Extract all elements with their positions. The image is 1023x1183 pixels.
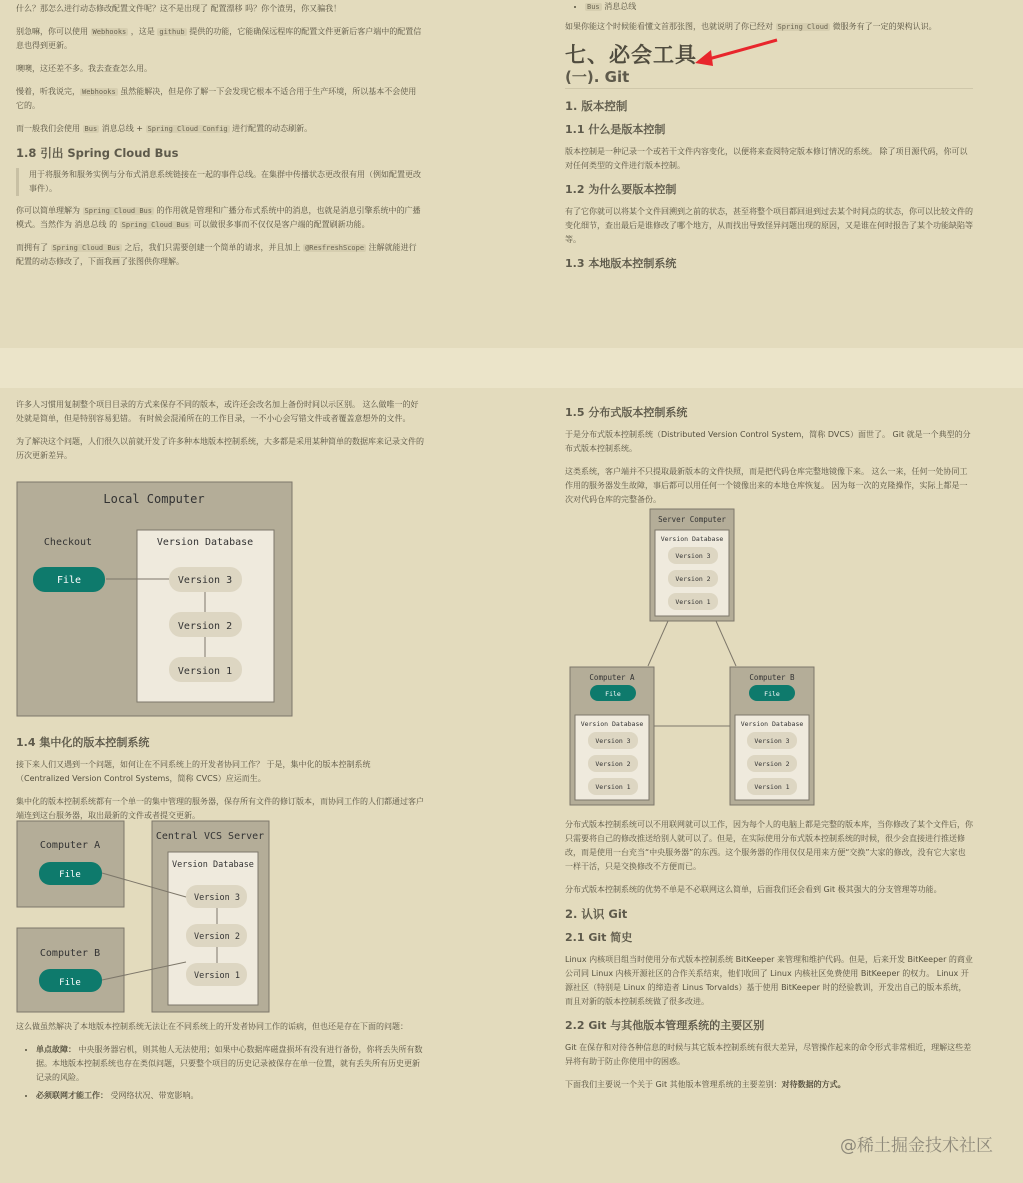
heading-1: 1. 版本控制 <box>565 99 628 113</box>
heading-1-2: 1.2 为什么要版本控制 <box>565 183 677 196</box>
heading-2-1: 2.1 Git 简史 <box>565 931 633 944</box>
paragraph: 下面我们主要说一个关于 Git 其他版本管理系统的主要差别：对待数据的方式。 <box>565 1080 846 1089</box>
paragraph: 分布式版本控制系统的优势不单是不必联网这么简单，后面我们还会看到 Git 极其强大的分支管理等功能。 <box>565 885 942 894</box>
heading-1-1: 1.1 什么是版本控制 <box>565 123 666 136</box>
db-label: Version Database <box>156 537 254 548</box>
watermark: @稀土掘金技术社区 <box>840 1136 993 1156</box>
list-item: • Bus 消息总线 <box>585 0 973 14</box>
paragraph: 别急嘛，你可以使用 Webhooks ，这是 github 提供的功能，它能确保远程库的配置文件更新后客户端中的配置信息也得到更新。 <box>16 27 422 50</box>
version-2: Version 2 <box>177 621 233 632</box>
db-label: Version Database <box>172 860 254 870</box>
section-title: 七、必会工具 <box>565 43 697 67</box>
central-vcs-diagram <box>16 820 272 1014</box>
version-2: Version 2 <box>595 760 631 768</box>
bottom-left-column-2 <box>16 726 424 832</box>
server-label: Central VCS Server <box>155 831 265 842</box>
computer-a-label: Computer A <box>39 840 101 851</box>
paragraph: 集中化的版本控制系统都有一个单一的集中管理的服务器，保存所有文件的修订版本，而协同工作的人们都通过客户端连到这台服务器，取出最新的文件或者提交更新。 <box>16 797 424 820</box>
git-heading: (一). Git <box>565 70 973 89</box>
file-label: File <box>605 690 621 698</box>
version-3: Version 3 <box>177 575 233 586</box>
list-item: • 必须联网才能工作： 受网络状况、带宽影响。 <box>36 1089 424 1103</box>
server-label: Server Computer <box>658 515 726 524</box>
paragraph: 如果你能这个时候能看懂文首那张图，也就说明了你已经对 Spring Cloud 微服务有了一定的架构认识。 <box>565 22 937 31</box>
paragraph: 版本控制是一种记录一个或若干文件内容变化，以便将来查阅特定版本修订情况的系统。 除了项目源代码，你可以对任何类型的文件进行版本控制。 <box>565 147 968 170</box>
bottom-left-column-3 <box>16 1020 424 1107</box>
db-label: Version Database <box>580 720 644 728</box>
bottom-right-column <box>565 396 973 516</box>
db-label: Version Database <box>740 720 804 728</box>
version-1: Version 1 <box>193 971 241 981</box>
version-2: Version 2 <box>754 760 790 768</box>
checkout-label: Checkout <box>43 537 93 548</box>
local-vcs-diagram <box>16 481 294 719</box>
computer-a-label: Computer A <box>589 673 635 682</box>
paragraph: Linux 内核项目组当时使用分布式版本控制系统 BitKeeper 来管理和维护代码。但是，后来开发 BitKeeper 的商业公司同 Linux 内核开源社区的合作关系结束，他们收回了 Linux 内核社区免费使用 BitKeeper 的权力。 Linux 开源社区（特别是 Linux 的缔造者 Linus Torvalds）基于使用 BitKeeper 时的经验教训，开发出自己的版本系统，而且对新的版本控制系统做了很多改进。 <box>565 955 973 1006</box>
arrow-icon <box>693 36 783 70</box>
diagram-title: Local Computer <box>103 492 205 506</box>
paragraph: 而拥有了 Spring Cloud Bus 之后，我们只需要创建一个简单的请求，并且加上 @ResfreshScope 注解就能进行配置的动态修改了，下面我画了张图供你理解。 <box>16 243 417 266</box>
heading-2-2: 2.2 Git 与其他版本管理系统的主要区别 <box>565 1019 765 1032</box>
heading-1-8: 1.8 引出 Spring Cloud Bus <box>16 146 179 160</box>
version-3: Version 3 <box>754 737 790 745</box>
db-label: Version Database <box>660 535 724 543</box>
heading-1-4: 1.4 集中化的版本控制系统 <box>16 736 150 749</box>
paragraph: 分布式版本控制系统可以不用联网就可以工作，因为每个人的电脑上都是完整的版本库，当你修改了某个文件后，你只需要将自己的修改推送给别人就可以了。但是，在实际使用分布式版本控制系统的时候，很少会直接进行推送修改，而是使用一台充当“中央服务器”的东西。这个服务器的作用仅仅是用来方便“交换”大家的修改，没有它大家也一样干活，只是交换修改不方便而已。 <box>565 820 973 871</box>
distributed-vcs-diagram <box>568 508 816 808</box>
bottom-right-column-2 <box>565 818 973 1101</box>
version-3: Version 3 <box>675 552 711 560</box>
file-label: File <box>59 978 81 988</box>
version-1: Version 1 <box>754 783 790 791</box>
blockquote: 用于将服务和服务实例与分布式消息系统链接在一起的事件总线。在集群中传播状态更改很有用（例如配置更改事件）。 <box>16 168 424 196</box>
heading-1-3: 1.3 本地版本控制系统 <box>565 257 677 270</box>
computer-b-label: Computer B <box>749 673 795 682</box>
computer-b-label: Computer B <box>39 948 101 959</box>
version-3: Version 3 <box>193 893 241 903</box>
paragraph: 许多人习惯用复制整个项目目录的方式来保存不同的版本，或许还会改名加上备份时间以示区别。 这么做唯一的好处就是简单，但是特别容易犯错。 有时候会混淆所在的工作目录，一不小心会写错文件或者覆盖意想外的文件。 <box>16 400 419 423</box>
paragraph: 而一般我们会使用 Bus 消息总线 + Spring Cloud Config 进行配置的动态刷新。 <box>16 124 313 133</box>
paragraph: 这类系统，客户端并不只提取最新版本的文件快照，而是把代码仓库完整地镜像下来。 这么一来，任何一处协同工作用的服务器发生故障，事后都可以用任何一个镜像出来的本地仓库恢复。 因为每一次的克隆操作，实际上都是一次对代码仓库的完整备份。 <box>565 467 968 504</box>
paragraph: 于是分布式版本控制系统（Distributed Version Control System，简称 DVCS）面世了。 Git 就是一个典型的分布式版本控制系统。 <box>565 430 971 453</box>
file-label: File <box>59 870 81 880</box>
paragraph: 这么做虽然解决了本地版本控制系统无法让在不同系统上的开发者协同工作的诟病，但也还是存在下面的问题： <box>16 1022 408 1031</box>
paragraph: 慢着，听我说完， Webhooks 虽然能解决，但是你了解一下会发现它根本不适合用于生产环境，所以基本不会使用它的。 <box>16 87 417 110</box>
top-right-column <box>565 0 973 279</box>
bottom-left-column <box>16 398 424 472</box>
version-3: Version 3 <box>595 737 631 745</box>
top-left-column <box>16 2 424 278</box>
list-item: • 单点故障： 中央服务器宕机，则其他人无法使用；如果中心数据库磁盘损坏有没有进行备份，你将丢失所有数据。本地版本控制系统也存在类似问题，只要整个项目的历史记录被保存在单一位置，就有丢失所有历史更新记录的风险。 <box>36 1043 424 1085</box>
version-1: Version 1 <box>675 598 711 606</box>
file-label: File <box>764 690 780 698</box>
paragraph: 噢噢，这还差不多。我去查查怎么用。 <box>16 64 152 73</box>
version-2: Version 2 <box>193 932 241 942</box>
heading-2: 2. 认识 Git <box>565 907 628 921</box>
version-1: Version 1 <box>595 783 631 791</box>
heading-1-5: 1.5 分布式版本控制系统 <box>565 406 688 419</box>
page-divider <box>0 348 1023 388</box>
paragraph: 接下来人们又遇到一个问题，如何让在不同系统上的开发者协同工作？ 于是，集中化的版本控制系统（Centralized Version Control Systems，简称 CVCS）应运而生。 <box>16 760 371 783</box>
paragraph: Git 在保存和对待各种信息的时候与其它版本控制系统有很大差异，尽管操作起来的命令形式非常相近，理解这些差异将有助于防止你使用中的困惑。 <box>565 1043 972 1066</box>
paragraph: 你可以简单理解为 Spring Cloud Bus 的作用就是管理和广播分布式系统中的消息，也就是消息引擎系统中的广播模式。当然作为 消息总线 的 Spring Cloud Bus 可以做很多事而不仅仅是客户端的配置刷新功能。 <box>16 206 421 229</box>
file-label: File <box>56 575 82 586</box>
paragraph: 为了解决这个问题，人们很久以前就开发了许多种本地版本控制系统，大多都是采用某种简单的数据库来记录文件的历次更新差异。 <box>16 437 424 460</box>
paragraph: 有了它你就可以将某个文件回溯到之前的状态，甚至将整个项目都回退到过去某个时间点的状态，你可以比较文件的变化细节，查出最后是谁修改了哪个地方，从而找出导致怪异问题出现的原因，又是谁在何时报告了某个功能缺陷等等。 <box>565 207 973 244</box>
paragraph: 什么？那怎么进行动态修改配置文件呢？这不是出现了 配置漂移 吗？你个渣男，你又骗我！ <box>16 4 342 13</box>
version-2: Version 2 <box>675 575 711 583</box>
version-1: Version 1 <box>177 666 233 677</box>
